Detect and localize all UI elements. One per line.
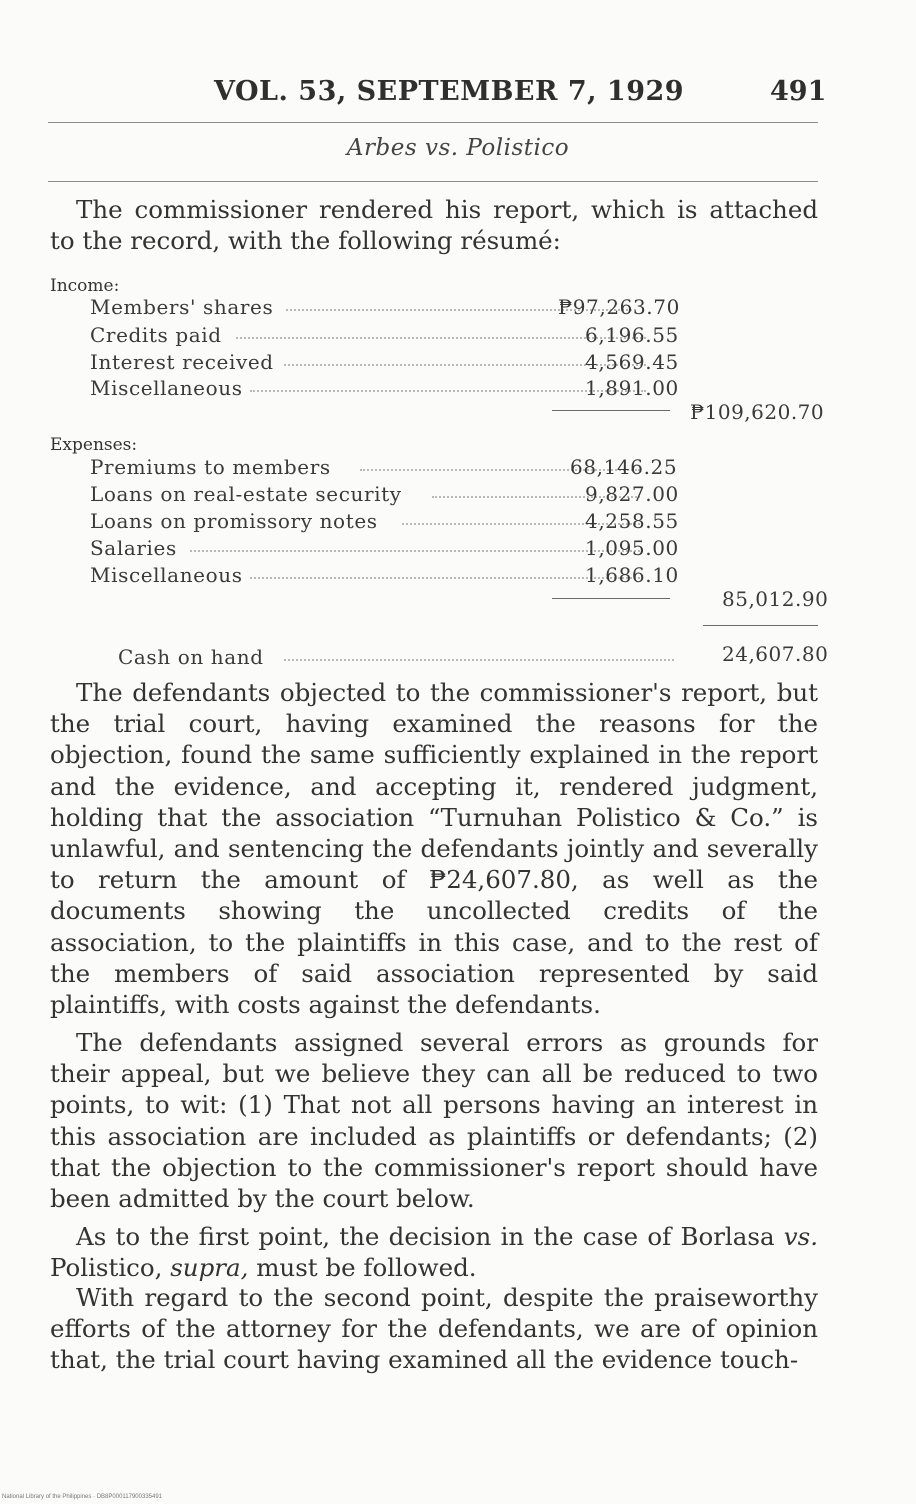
income-total: ₱109,620.70 <box>690 400 825 424</box>
intro-paragraph: The commissioner rendered his report, which is attached to the record, with the following résumé: <box>50 195 818 256</box>
body-paragraph-3 <box>50 1221 818 1283</box>
p3-text-mid: Polistico, <box>50 1253 163 1283</box>
row-amount: 9,827.00 <box>585 482 679 506</box>
row-amount: ₱97,263.70 <box>558 295 680 319</box>
header-rule-bottom <box>48 181 818 182</box>
body-paragraph-1: The defendants objected to the commissioner's report, but the trial court, having examined the reasons for the objection, found the same sufficiently explained in the report and the evidence, and accepting it, rendered judgment, holding that the association “Turnuhan Polistico & Co.” is unlawful, and sentencing the defendants jointly and severally to return the amount of ₱24,607.80, as well as the documents showing the uncollected credits of the association, to the plaintiffs in this case, and to the rest of the members of said association represented by said plaintiffs, with costs against the defendants. <box>50 678 818 1020</box>
row-amount: 68,146.25 <box>570 455 678 479</box>
body-paragraph-4: With regard to the second point, despite the praiseworthy efforts of the attorney for the defendants, we are of opinion that, the trial court having examined all the evidence touch- <box>50 1283 818 1375</box>
row-label: Salaries <box>90 536 177 560</box>
leader-dots <box>284 659 674 661</box>
leader-dots <box>190 550 640 552</box>
case-title: Arbes vs. Polistico <box>346 135 570 161</box>
row-label: Loans on promissory notes <box>90 509 378 533</box>
row-amount: 1,686.10 <box>585 563 679 587</box>
p3-supra: supra, <box>170 1253 249 1283</box>
row-label: Miscellaneous <box>90 376 243 400</box>
row-label: Premiums to members <box>90 455 331 479</box>
p3-vs: vs. <box>783 1222 818 1251</box>
p3-text-after: must be followed. <box>256 1253 477 1283</box>
cash-on-hand-amount: 24,607.80 <box>722 642 829 666</box>
income-subtotal-rule <box>552 410 670 411</box>
page-number: 491 <box>770 76 827 107</box>
balance-rule <box>703 625 818 626</box>
expenses-subtotal-rule <box>552 598 670 599</box>
row-amount: 1,891.00 <box>585 376 679 400</box>
row-label: Cash on hand <box>118 645 264 669</box>
expenses-heading: Expenses: <box>50 435 138 455</box>
row-label: Interest received <box>90 350 274 374</box>
income-heading: Income: <box>50 276 120 296</box>
body-paragraph-2: The defendants assigned several errors as grounds for their appeal, but we believe they can all be reduced to two points, to wit: (1) That not all persons having an interest in this association are included as plaintiffs or defendants; (2) that the objection to the commissioner's report should have been admitted by the court below. <box>50 1028 818 1214</box>
row-label: Loans on real-estate security <box>90 482 402 506</box>
leader-dots <box>250 577 640 579</box>
scan-footer: National Library of the Philippines · DB8P000117900335491 <box>2 1494 162 1500</box>
row-label: Miscellaneous <box>90 563 243 587</box>
row-label: Credits paid <box>90 323 222 347</box>
row-label: Members' shares <box>90 295 274 319</box>
row-amount: 4,258.55 <box>585 509 679 533</box>
expenses-total: 85,012.90 <box>722 587 829 611</box>
header-rule-top <box>48 122 818 123</box>
row-amount: 6,196.55 <box>585 323 679 347</box>
p3-text-before: As to the first point, the decision in the case of Borlasa <box>76 1222 775 1251</box>
volume-date-header: VOL. 53, SEPTEMBER 7, 1929 <box>214 76 685 107</box>
row-amount: 1,095.00 <box>585 536 679 560</box>
row-amount: 4,569.45 <box>585 350 679 374</box>
